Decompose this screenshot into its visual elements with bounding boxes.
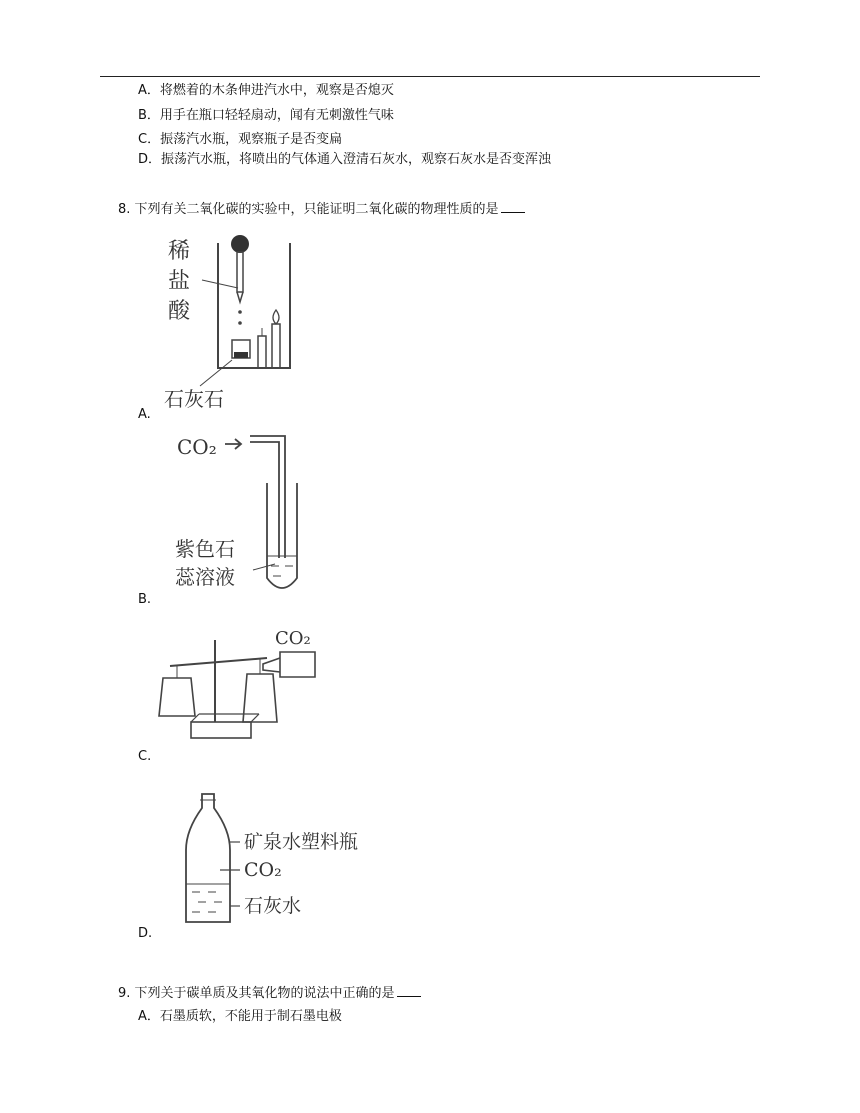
q7-option-b: B．用手在瓶口轻轻扇动，闻有无刺激性气味: [138, 108, 394, 123]
fig-b-label-3: 蕊溶液: [175, 565, 235, 589]
fig-d-label-3: 石灰水: [244, 895, 302, 917]
figure-c-balance-bags: [155, 622, 330, 747]
q8-answer-blank: [501, 200, 525, 213]
q8-choice-c-letter: C.: [138, 749, 152, 764]
q8-text: 下列有关二氧化碳的实验中，只能证明二氧化碳的物理性质的是: [134, 202, 499, 217]
fig-d-label-2: CO₂: [244, 859, 282, 881]
fig-c-label-1: CO₂: [275, 628, 311, 649]
fig-d-label-1: 矿泉水塑料瓶: [244, 831, 359, 853]
fig-a-label-4: 石灰石: [164, 387, 224, 411]
q7-option-c: C．振荡汽水瓶，观察瓶子是否变扁: [138, 132, 343, 147]
q8-choice-b-letter: B.: [138, 592, 152, 607]
q9-stem: [118, 984, 421, 1003]
q9-number: 9.: [118, 986, 131, 1001]
q9-text: 下列关于碳单质及其氧化物的说法中正确的是: [134, 986, 395, 1001]
q7-option-d: D．振荡汽水瓶，将喷出的气体通入澄清石灰水，观察石灰水是否变浑浊: [138, 152, 552, 167]
fig-a-label-1: 稀: [168, 239, 191, 264]
header-rule: [100, 76, 760, 77]
fig-a-label-2: 盐: [168, 269, 191, 294]
q9-option-a: A．石墨质软，不能用于制石墨电极: [138, 1009, 342, 1024]
fig-b-label-1: CO₂: [177, 435, 217, 459]
q9-answer-blank: [397, 984, 421, 997]
figure-d-plastic-bottle: [180, 790, 390, 930]
q7-option-a: A．将燃着的木条伸进汽水中，观察是否熄灭: [138, 83, 394, 98]
fig-b-label-2: 紫色石: [175, 537, 235, 561]
figure-a-beaker-limestone: [160, 228, 310, 413]
q8-choice-d-letter: D.: [138, 926, 153, 941]
q8-stem: [118, 200, 525, 219]
fig-a-label-3: 酸: [168, 299, 191, 324]
q8-choice-a-letter: A.: [138, 407, 151, 422]
figure-b-litmus-tube: [175, 428, 315, 598]
q8-number: 8.: [118, 202, 131, 217]
